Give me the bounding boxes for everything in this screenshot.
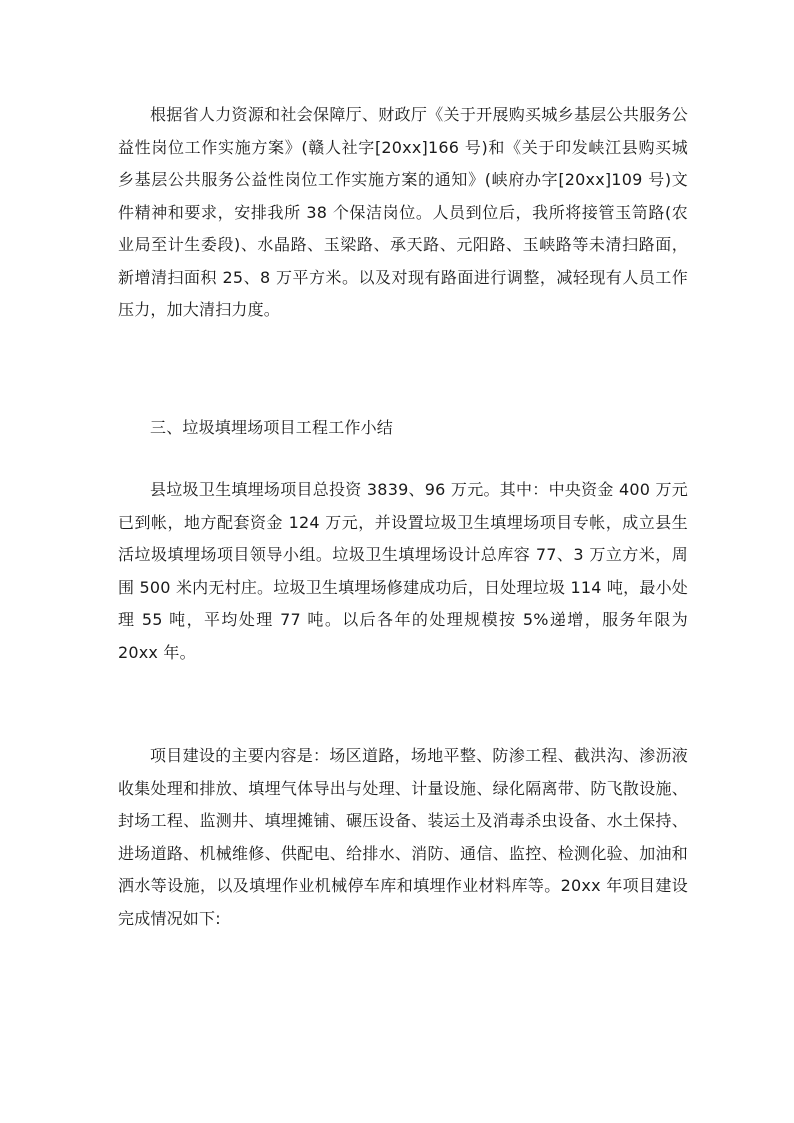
paragraph-construction-content: 项目建设的主要内容是：场区道路，场地平整、防渗工程、截洪沟、渗沥液收集处理和排放、填埋气体导出与处理、计量设施、绿化隔离带、防飞散设施、封场工程、监测井、填埋摊铺、碾压设备、装运土及消毒杀虫设备、水土保持、进场道路、机械维修、供配电、给排水、消防、通信、监控、检测化验、加油和洒水等设施，以及填埋作业机械停车库和填埋作业材料库等。20xx 年项目建设完成情况如下: (118, 746, 688, 928)
paragraph-job-positions: 根据省人力资源和社会保障厅、财政厅《关于开展购买城乡基层公共服务公益性岗位工作实施方案》(赣人社字[20xx]166 号)和《关于印发峡江县购买城乡基层公共服务公益性岗位工作实施方案的通知》(峡府办字[20xx]109 号)文件精神和要求，安排我所 38 个保洁岗位。人员到位后，我所将接管玉笥路(农业局至计生委段)、水晶路、玉梁路、承天路、元阳路、玉峡路等未清扫路面，新增清扫面积 25、8 万平方米。以及对现有路面进行调整，减轻现有人员工作压力，加大清扫力度。 (118, 105, 688, 319)
section-heading-landfill: 三、垃圾填埋场项目工程工作小结 (150, 418, 394, 437)
paragraph-landfill-investment: 县垃圾卫生填埋场项目总投资 3839、96 万元。其中：中央资金 400 万元已到帐，地方配套资金 124 万元，并设置垃圾卫生填埋场项目专帐，成立县生活垃圾填埋场项目领导小组。垃圾卫生填埋场设计总库容 77、3 万立方米，周围 500 米内无村庄。垃圾卫生填埋场修建成功后，日处理垃圾 114 吨，最小处理 55 吨，平均处理 77 吨。以后各年的处理规模按 5%递增，服务年限为 20xx 年。 (118, 480, 688, 662)
